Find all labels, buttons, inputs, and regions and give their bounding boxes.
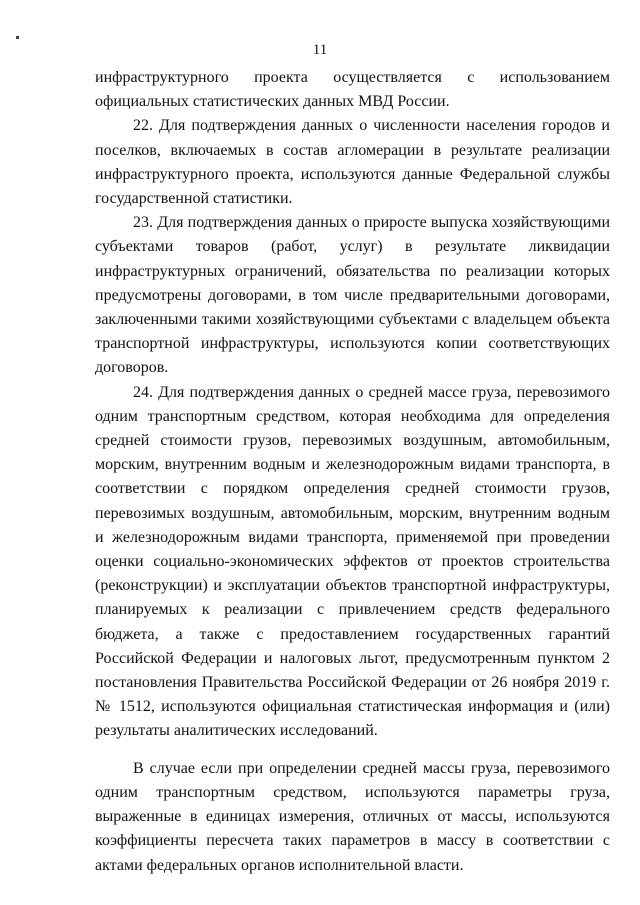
paragraph-24-addendum: В случае если при определении средней массы груза, перевозимого одним транспортным средством, используются параметры груза, выраженные в единицах измерения, отличных от массы, используются коэффициенты пересчета таких параметров в массу в соответствии с актами федеральных органов исполнительной власти. xyxy=(95,759,610,874)
scan-mark xyxy=(16,36,19,39)
paragraph-continuation: инфраструктурного проекта осуществляется с использованием официальных статистических данных МВД России. xyxy=(95,69,610,111)
paragraph-22: 22. Для подтверждения данных о численности населения городов и поселков, включаемых в состав агломерации в результате реализации инфраструктурного проекта, используются данные Федеральной службы государственной статистики. xyxy=(95,117,610,208)
paragraph-24: 24. Для подтверждения данных о средней массе груза, перевозимого одним транспортным средством, которая необходима для определения средней стоимости грузов, перевозимых воздушным, автомобильным, морским, внутренним водным и железнодорожным видами транспорта, в соответствии с порядком определения средней стоимости грузов, перевозимых воздушным, автомобильным, морским, внутренним водным и железнодорожным видами транспорта, применяемой при проведении оценки социально-экономических эффектов от проектов строительства (реконструкции) и эксплуатации объектов транспортной инфраструктуры, планируемых к реализации с привлечением средств федерального бюджета, а также с предоставлением государственных гарантий Российской Федерации и налоговых льгот, предусмотренным пунктом 2 постановления Правительства Российской Федерации от 26 ноября 2019 г. № 1512, используются официальная статистическая информация и (или) результаты аналитических исследований. xyxy=(95,383,610,740)
page-number: 11 xyxy=(312,42,328,58)
document-body xyxy=(95,66,610,878)
paragraph-23: 23. Для подтверждения данных о приросте выпуска хозяйствующими субъектами товаров (работ, услуг) в результате ликвидации инфраструктурных ограничений, обязательства по реализации которых предусмотрены договорами, в том числе предварительными договорами, заключенными такими хозяйствующими субъектами с владельцем объекта транспортной инфраструктуры, используются копии соответствующих договоров. xyxy=(95,214,610,377)
